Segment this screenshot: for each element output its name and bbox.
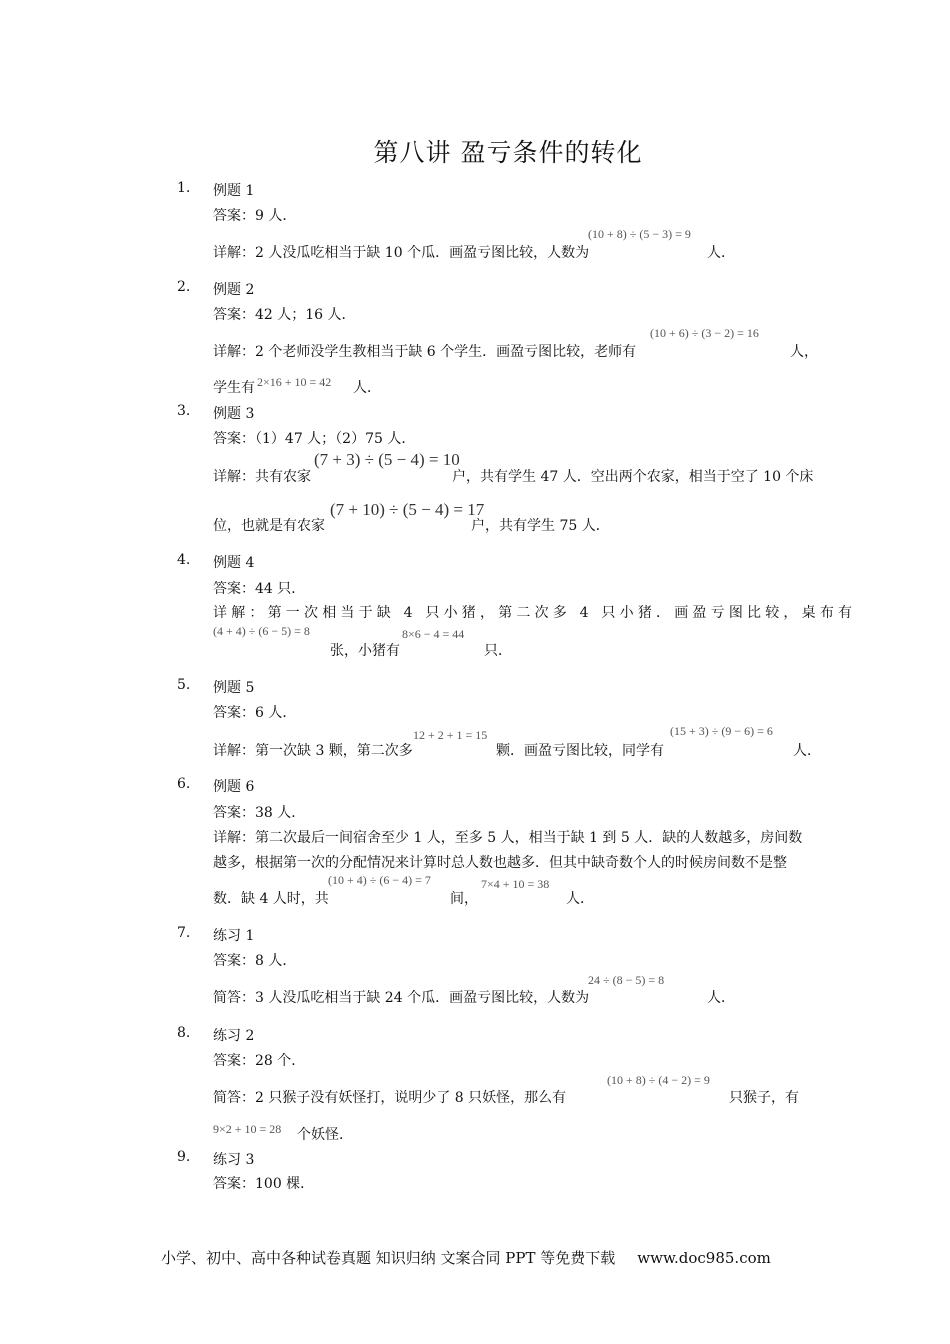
- footer-link[interactable]: www.doc985.com: [637, 1249, 771, 1267]
- item-detail-text: 越多，根据第一次的分配情况来计算时总人数也越多．但其中缺奇数个人的时候房间数不是整: [213, 855, 787, 871]
- item-detail-text: 人．: [707, 245, 735, 261]
- item-detail-text: 张，小猪有: [330, 643, 400, 659]
- formula: 7×4 + 10 = 38: [481, 877, 550, 891]
- item-detail-text: 数．缺 4 人时，共: [213, 891, 329, 907]
- formula: (10 + 6) ÷ (3 − 2) = 16: [650, 326, 759, 340]
- formula: 8×6 − 4 = 44: [402, 627, 465, 641]
- item-detail-text: 详解：2 人没瓜吃相当于缺 10 个瓜．画盈亏图比较，人数为: [213, 245, 590, 261]
- item-detail-text: 间，: [450, 891, 478, 907]
- formula: 2×16 + 10 = 42: [257, 375, 332, 389]
- item-number: 2.: [177, 279, 191, 295]
- item-detail-text: 户，共有学生 47 人．空出两个农家，相当于空了 10 个床: [452, 469, 814, 485]
- item-answer: 答案：（1）47 人；（2）75 人．: [213, 431, 416, 447]
- item-detail-text: 位，也就是有农家: [213, 518, 325, 534]
- item-detail-text: 简答：2 只猴子没有妖怪打，说明少了 8 只妖怪，那么有: [213, 1090, 567, 1106]
- item-label: 练习 2: [213, 1028, 255, 1044]
- item-detail-text: 详解：共有农家: [213, 469, 311, 485]
- item-detail-text: 颗．画盈亏图比较，同学有: [496, 743, 664, 759]
- item-number: 9.: [177, 1149, 191, 1165]
- item-answer: 答案：42 人；16 人．: [213, 307, 356, 323]
- item-answer: 答案：38 人．: [213, 805, 306, 821]
- item-detail-text: 个妖怪．: [297, 1127, 353, 1143]
- formula: (7 + 10) ÷ (5 − 4) = 17: [330, 500, 485, 519]
- item-label: 例题 5: [213, 680, 255, 696]
- formula: 9×2 + 10 = 28: [213, 1122, 282, 1136]
- item-label: 练习 3: [213, 1152, 255, 1168]
- formula: (10 + 4) ÷ (6 − 4) = 7: [328, 873, 431, 887]
- footer-text: 小学、初中、高中各种试卷真题 知识归纳 文案合同 PPT 等免费下载: [161, 1249, 616, 1267]
- item-detail-text: 只猴子，有: [729, 1090, 799, 1106]
- item-answer: 答案：8 人．: [213, 953, 297, 969]
- item-detail-text: 详解：第一次相当于缺 4 只小猪，第二次多 4 只小猪．画盈亏图比较，桌布有: [213, 605, 857, 621]
- formula: (15 + 3) ÷ (9 − 6) = 6: [670, 724, 773, 738]
- item-label: 例题 3: [213, 406, 255, 422]
- item-detail-text: 详解：第一次缺 3 颗，第二次多: [213, 743, 413, 759]
- formula: 12 + 2 + 1 = 15: [413, 728, 488, 742]
- item-number: 5.: [177, 677, 191, 693]
- item-number: 6.: [177, 776, 191, 792]
- item-detail-text: 户，共有学生 75 人．: [471, 518, 610, 534]
- item-detail-text: 简答：3 人没瓜吃相当于缺 24 个瓜．画盈亏图比较，人数为: [213, 990, 590, 1006]
- item-label: 例题 1: [213, 183, 255, 199]
- item-answer: 答案：9 人．: [213, 208, 297, 224]
- item-answer: 答案：28 个．: [213, 1053, 306, 1069]
- item-number: 7.: [177, 925, 191, 941]
- item-detail-text: 学生有: [213, 380, 255, 396]
- item-number: 3.: [177, 403, 191, 419]
- item-label: 例题 4: [213, 555, 255, 571]
- formula: (10 + 8) ÷ (4 − 2) = 9: [607, 1073, 710, 1087]
- item-detail-text: 人．: [566, 891, 594, 907]
- formula: (4 + 4) ÷ (6 − 5) = 8: [213, 624, 310, 638]
- item-detail-text: 人，: [790, 344, 818, 360]
- page-title: 第八讲 盈亏条件的转化: [373, 138, 643, 167]
- item-detail-text: 人．: [707, 990, 735, 1006]
- item-answer: 答案：44 只．: [213, 581, 306, 597]
- formula: (7 + 3) ÷ (5 − 4) = 10: [314, 450, 460, 469]
- item-number: 4.: [177, 552, 191, 568]
- item-answer: 答案：100 棵．: [213, 1176, 315, 1192]
- formula: 24 ÷ (8 − 5) = 8: [588, 973, 665, 987]
- item-label: 练习 1: [213, 928, 255, 944]
- item-detail-text: 人．: [353, 380, 381, 396]
- item-number: 1.: [177, 180, 191, 196]
- item-label: 例题 6: [213, 779, 255, 795]
- footer: [161, 1247, 771, 1268]
- item-detail-text: 只．: [484, 643, 512, 659]
- formula: (10 + 8) ÷ (5 − 3) = 9: [588, 227, 691, 241]
- item-detail-text: 详解：2 个老师没学生教相当于缺 6 个学生．画盈亏图比较，老师有: [213, 344, 637, 360]
- item-label: 例题 2: [213, 282, 255, 298]
- item-answer: 答案：6 人．: [213, 705, 297, 721]
- item-detail-text: 人．: [793, 743, 821, 759]
- item-detail-text: 详解：第二次最后一间宿舍至少 1 人，至多 5 人，相当于缺 1 到 5 人．缺的人数越多，房间数: [213, 830, 803, 846]
- item-number: 8.: [177, 1025, 191, 1041]
